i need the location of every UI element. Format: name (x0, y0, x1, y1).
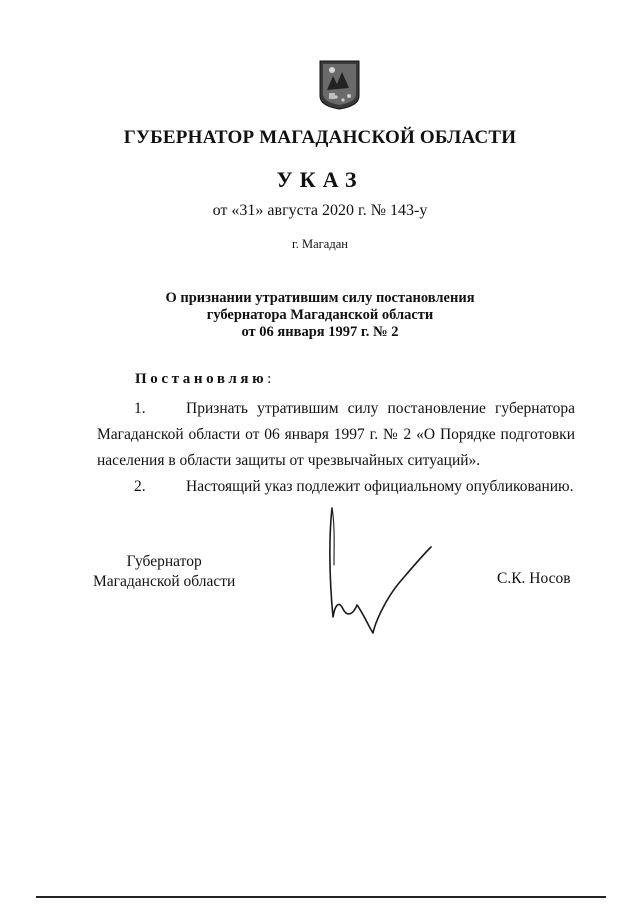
paragraph-line (97, 396, 575, 422)
document-date-number: от «31» августа 2020 г. № 143-у (212, 202, 428, 219)
paragraph-number: 1. (134, 400, 146, 417)
signatory-position-line: Магаданской области (93, 573, 236, 590)
issuing-authority: ГУБЕРНАТОР МАГАДАНСКОЙ ОБЛАСТИ (123, 127, 517, 148)
decree-operative-word (135, 371, 271, 388)
paragraph-text: Признать утратившим силу постановление губернатора (186, 400, 575, 417)
bottom-divider (36, 896, 606, 898)
document-type: УКАЗ (276, 167, 364, 192)
paragraph-1 (97, 396, 575, 474)
paragraph-line: Магаданской области от 06 января 1997 г. № 2 «О Порядке подготовки (97, 426, 575, 443)
handwritten-signature (315, 505, 435, 635)
document-city: г. Магадан (292, 237, 348, 251)
paragraph-number: 2. (134, 478, 146, 495)
signatory-position-line: Губернатор (126, 553, 202, 570)
decree-word-colon: : (267, 371, 272, 387)
title-line: губернатора Магаданской области (206, 307, 434, 323)
paragraph-2 (97, 474, 575, 500)
title-line: от 06 января 1997 г. № 2 (241, 324, 399, 340)
paragraph-text: Настоящий указ подлежит официальному опубликованию. (186, 478, 574, 495)
decree-word-text: Постановляю (135, 371, 268, 387)
signatory-name: С.К. Носов (497, 570, 571, 587)
document-title (0, 290, 640, 341)
paragraph-line: населения в области защиты от чрезвычайных ситуаций». (97, 452, 481, 469)
coat-of-arms-emblem (319, 60, 360, 110)
signatory-position (93, 552, 235, 592)
title-line: О признании утратившим силу постановления (165, 290, 475, 306)
